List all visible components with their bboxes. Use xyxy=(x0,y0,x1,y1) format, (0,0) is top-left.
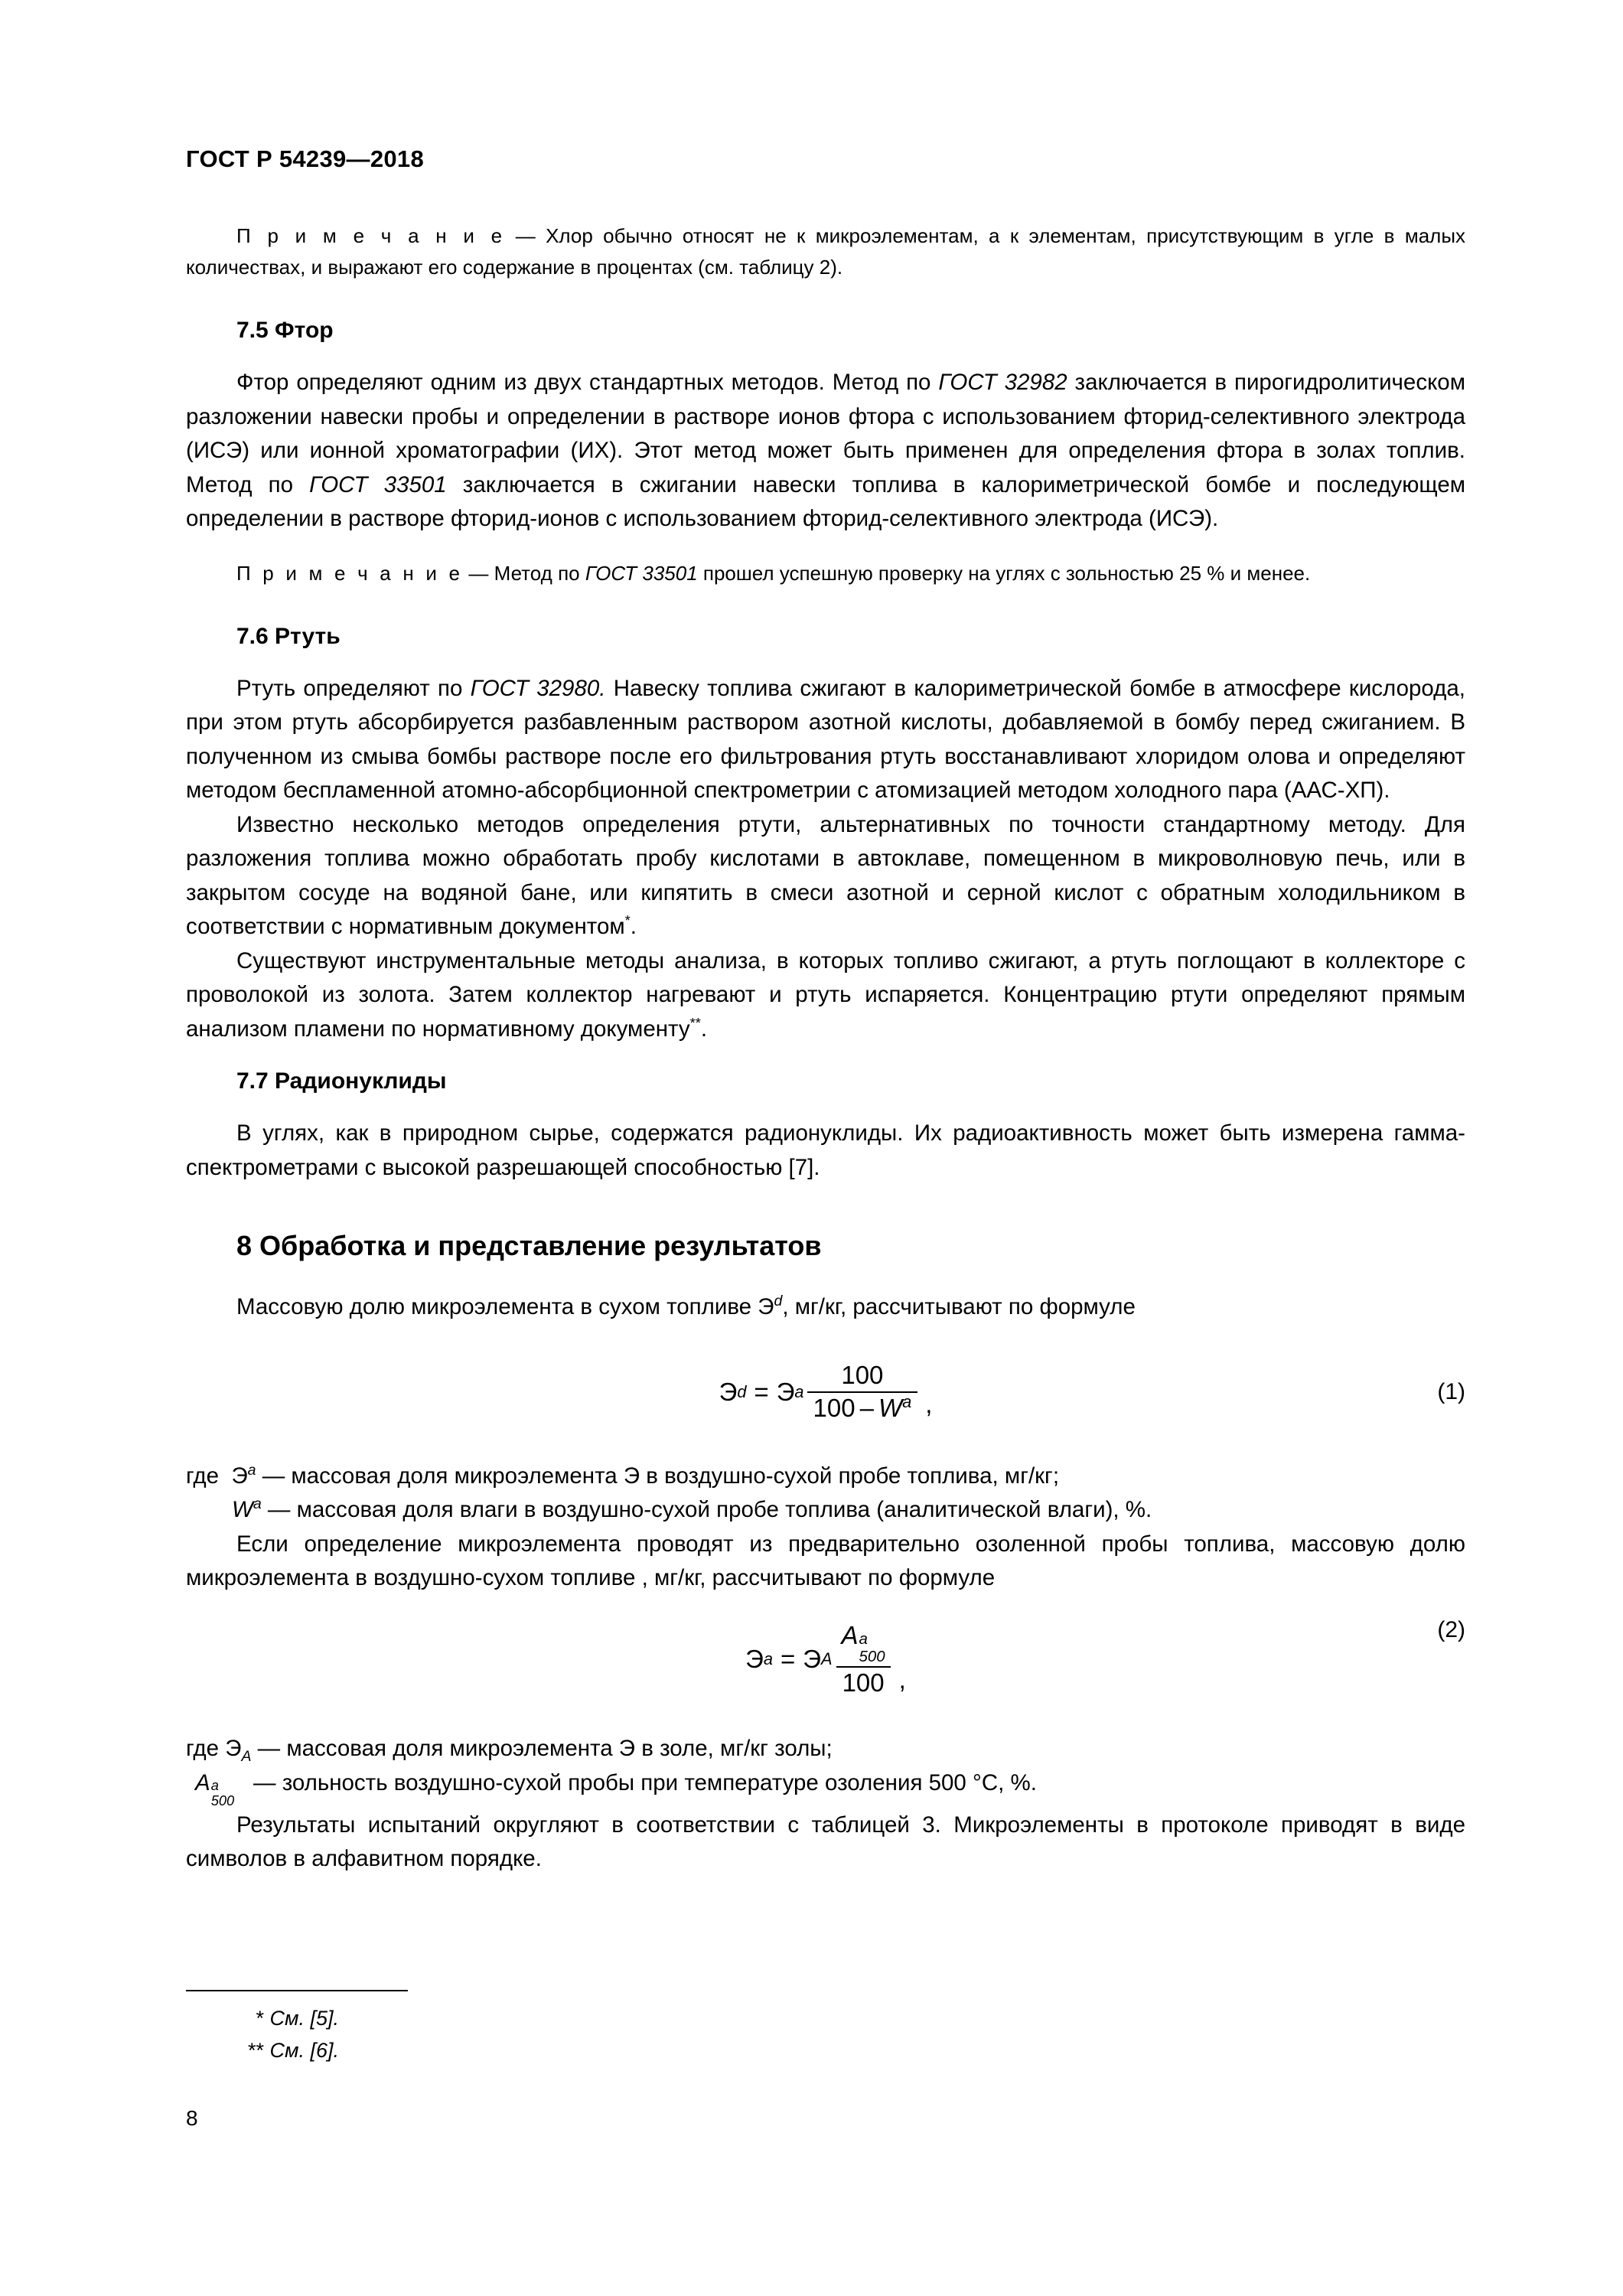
f2-lhs-base: Э xyxy=(745,1645,764,1674)
footnote-item-1 xyxy=(186,2002,1465,2034)
footnote-text-1: См. [5]. xyxy=(269,2007,340,2030)
note2-prefix: Метод по xyxy=(494,561,585,585)
definition-line-4 xyxy=(186,1766,1465,1808)
formula-1: Э d = Э a $\frac{100}{100 - W^a}$ , xyxy=(719,1360,933,1422)
superscript-d: d xyxy=(774,1293,783,1310)
note-fluorine xyxy=(186,558,1465,589)
note-label-2: П р и м е ч а н и е xyxy=(236,561,464,585)
def4-base: A xyxy=(195,1770,210,1795)
f2-equals: = xyxy=(781,1645,796,1674)
def4-stacked xyxy=(195,1766,234,1808)
paragraph-7-6-2 xyxy=(186,808,1465,944)
f1-rhs-base: Э xyxy=(776,1377,795,1406)
def1-symbol-sup: a xyxy=(247,1461,256,1479)
footnote-mark-2: ** xyxy=(247,2039,264,2062)
formula-2-number: (2) xyxy=(1437,1616,1465,1642)
paragraph-7-5-1 xyxy=(186,366,1465,536)
footnote-mark-1: * xyxy=(256,2007,264,2030)
gost-ref-33501-b: ГОСТ 33501 xyxy=(585,561,698,585)
p751-part3: заключается в сжигании навески топлива в калориметрической бомбе и последующем определении в растворе фторид-ионов с использованием фторид-селективного электрода (ИСЭ). xyxy=(186,471,1466,531)
f2-num-sub: 500 xyxy=(859,1647,885,1665)
def3-symbol-base: Э xyxy=(225,1735,242,1761)
p761-part1: Ртуть определяют по xyxy=(236,675,471,701)
paragraph-after-f1: Если определение микроэлемента проводят из предварительно озоленной пробы топлива, массовую долю микроэлемента в воздушно-сухом топливе , мг/кг, рассчитывают по формуле xyxy=(186,1531,1465,1590)
def2-symbol-base: W xyxy=(232,1497,253,1522)
paragraph-7-6-1 xyxy=(186,672,1465,808)
heading-7-5: 7.5 Фтор xyxy=(236,318,334,343)
note2-suffix: прошел успешную проверку на углях с зольностью 25 % и менее. xyxy=(697,561,1311,585)
f2-comma: , xyxy=(898,1665,906,1694)
paragraph-8-intro xyxy=(186,1290,1465,1325)
footnote-marker-1: * xyxy=(624,912,631,929)
def4-scripts xyxy=(211,1779,235,1808)
f1-equals: = xyxy=(754,1377,769,1406)
footnote-item-2 xyxy=(186,2034,1465,2066)
f1-den-var-sup: a xyxy=(902,1391,912,1411)
f2-num-stacked xyxy=(842,1622,885,1665)
p751-part1: Фтор определяют одним из двух стандартных методов. Метод по xyxy=(236,370,939,395)
note-dash-2: — xyxy=(463,561,494,585)
f2-num-scripts xyxy=(859,1632,885,1665)
f1-den-minus: – xyxy=(859,1393,874,1422)
gde-2: где xyxy=(186,1735,226,1761)
f2-rhs-base: Э xyxy=(803,1645,821,1674)
definition-line-2 xyxy=(186,1493,1465,1528)
gost-ref-32980: ГОСТ 32980. xyxy=(470,675,606,701)
def4-sup: a xyxy=(210,1777,219,1793)
formula-1-row xyxy=(186,1346,1465,1438)
heading-7-7: 7.7 Радионуклиды xyxy=(236,1068,447,1094)
f2-numerator xyxy=(836,1622,891,1666)
f1-numerator: 100 xyxy=(841,1360,884,1389)
footnote-separator-rule xyxy=(186,1990,408,1991)
gost-ref-33501-a: ГОСТ 33501 xyxy=(309,471,447,497)
p8-intro-part1: Массовую долю микроэлемента в сухом топливе Э xyxy=(236,1294,774,1319)
gde-1: где xyxy=(186,1463,226,1489)
gost-ref-32982: ГОСТ 32982 xyxy=(938,370,1067,395)
p761-part2: Навеску топлива сжигают в калориметрической бомбе в атмосфере кислорода, при этом ртуть абсорбируется разбавленным раствором азотной кислоты, добавляемой в бомбу перед сжиганием. В полученном из смыва бомбы растворе после его фильтрования ртуть восстанавливают хлоридом олова и определяют методом беспламенной атомно-абсорбционной спектрометрии с атомизацией методом холодного пара (ААС-ХП). xyxy=(186,675,1465,803)
heading-7-6: 7.6 Ртуть xyxy=(236,623,341,649)
def2-symbol-sup: a xyxy=(253,1495,262,1513)
f1-den-left: 100 xyxy=(813,1393,855,1422)
page-number: 8 xyxy=(186,2106,198,2130)
note-chlorine xyxy=(186,220,1465,283)
paragraph-7-7-1: В углях, как в природном сырье, содержатся радионуклиды. Их радиоактивность может быть измерена гамма-спектрометрами с высокой разрешающей способностью [7]. xyxy=(186,1120,1465,1180)
note-label: П р и м е ч а н и е xyxy=(236,224,506,247)
heading-8: 8 Обработка и представление результатов xyxy=(236,1230,822,1261)
def4-text: — зольность воздушно-сухой пробы при температуре озоления 500 °C, %. xyxy=(253,1770,1037,1795)
f1-den-var: W xyxy=(878,1393,903,1422)
f1-comma: , xyxy=(925,1390,933,1419)
footnote-marker-2: ** xyxy=(689,1014,701,1031)
p763-text: Существуют инструментальные методы анализа, в которых топливо сжигают, а ртуть поглощают в коллекторе с проволокой из золота. Затем коллектор нагревают и ртуть испаряется. Концентрацию ртути определяют прямым анализом пламени по нормативному документу xyxy=(186,947,1465,1042)
p763-tail: . xyxy=(700,1016,708,1042)
def4-sub: 500 xyxy=(210,1792,235,1809)
p8-intro-part2: , мг/кг, рассчитывают по формуле xyxy=(782,1294,1136,1319)
formula-1-number: (1) xyxy=(1437,1378,1465,1404)
f1-lhs-base: Э xyxy=(719,1377,738,1406)
paragraph-7-6-3 xyxy=(186,944,1465,1047)
def3-symbol-sub: A xyxy=(241,1747,252,1765)
p762-text: Известно несколько методов определения ртути, альтернативных по точности стандартному методу. Для разложения топлива можно обработать пробу кислотами в автоклаве, помещенном в микроволновую печь, или в закрытом сосуде на водяной бане, или кипятить в смеси азотной и серной кислот с обратным холодильником в соответствии с нормативным документом xyxy=(186,811,1465,939)
def1-text: — массовая доля микроэлемента Э в воздушно-сухой пробе топлива, мг/кг; xyxy=(256,1463,1060,1489)
f1-fraction xyxy=(807,1362,918,1423)
formula-2-row xyxy=(186,1614,1465,1706)
def1-symbol-base: Э xyxy=(231,1463,248,1489)
f2-num-sup: a xyxy=(859,1630,868,1649)
definition-line-3 xyxy=(186,1732,1465,1766)
note-chlorine-text: Хлор обычно относят не к микроэлементам, а к элементам, присутствующим в угле в малых количествах, и выражают его содержание в процентах (см. таблицу 2). xyxy=(186,224,1466,279)
page-body xyxy=(186,220,1465,1877)
def3-text: — массовая доля микроэлемента Э в золе, мг/кг золы; xyxy=(251,1735,833,1761)
note-dash: — xyxy=(505,224,546,247)
f2-denominator: 100 xyxy=(836,1666,891,1698)
def2-text: — массовая доля влаги в воздушно-сухой пробе топлива (аналитической влаги), %. xyxy=(261,1497,1152,1522)
f2-num-base: A xyxy=(841,1621,859,1650)
footnote-text-2: См. [6]. xyxy=(269,2039,340,2062)
running-header: ГОСТ Р 54239—2018 xyxy=(186,145,424,172)
p762-tail: . xyxy=(630,914,637,939)
p751-part2: заключается в пирогидролитическом разложении навески пробы и определении в растворе ионов фтора с использованием фторид-селективного электрода (ИСЭ) или ионной хроматографии (ИХ). Этот метод может быть применен для определения фтора в золах топлив. Метод по xyxy=(186,370,1465,497)
footnote-area xyxy=(186,1990,1465,2066)
f2-fraction xyxy=(836,1622,891,1698)
formula-2: Э a = Э A A a 500 100 , xyxy=(745,1621,906,1697)
f1-denominator xyxy=(807,1391,918,1423)
definition-line-1 xyxy=(186,1459,1465,1494)
def4-symbol xyxy=(186,1766,253,1808)
paragraph-after-f2: Результаты испытаний округляют в соответствии с таблицей 3. Микроэлементы в протоколе приводят в виде символов в алфавитном порядке. xyxy=(186,1812,1465,1872)
